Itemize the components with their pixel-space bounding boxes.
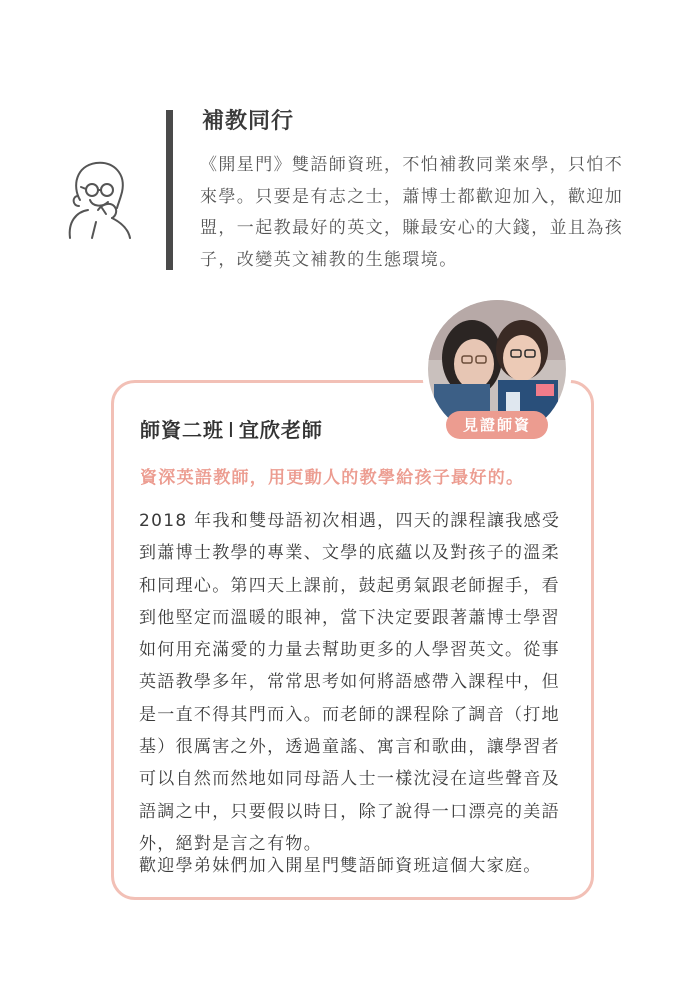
testimonial-headline: 資深英語教師，用更動人的教學給孩子最好的。	[140, 468, 525, 488]
class-name: 師資二班	[140, 418, 224, 442]
heading-separator: I	[228, 418, 235, 442]
card-heading	[140, 414, 323, 443]
intro-accent-bar	[166, 110, 173, 270]
intro-title: 補教同行	[202, 109, 295, 134]
teacher-name: 宜欣老師	[238, 418, 323, 442]
testimonial-badge: 見證師資	[446, 411, 548, 439]
testimonial-closing: 歡迎學弟妹們加入開星門雙語師資班這個大家庭。	[139, 856, 542, 876]
intro-paragraph: 《開星門》雙語師資班，不怕補教同業來學，只怕不來學。只要是有志之士，蕭博士都歡迎加入，歡迎加盟，一起教最好的英文，賺最安心的大錢，並且為孩子，改變英文補教的生態環境。	[200, 155, 624, 270]
testimonial-body: 2018 年我和雙母語初次相遇，四天的課程讓我感受到蕭博士教學的專業、文學的底蘊以及對孩子的溫柔和同理心。第四天上課前，鼓起勇氣跟老師握手，看到他堅定而溫暖的眼神，當下決定要跟著蕭博士學習如何用充滿愛的力量去幫助更多的人學習英文。從事英語教學多年，常常思考如何將語感帶入課程中，但是一直不得其門而入。而老師的課程除了調音（打地基）很厲害之外，透過童謠、寓言和歌曲，讓學習者可以自然而然地如同母語人士一樣沈浸在這些聲音及語調之中，只要假以時日，除了說得一口漂亮的美語外，絕對是言之有物。	[139, 511, 561, 854]
thinking-person-icon	[62, 156, 138, 240]
